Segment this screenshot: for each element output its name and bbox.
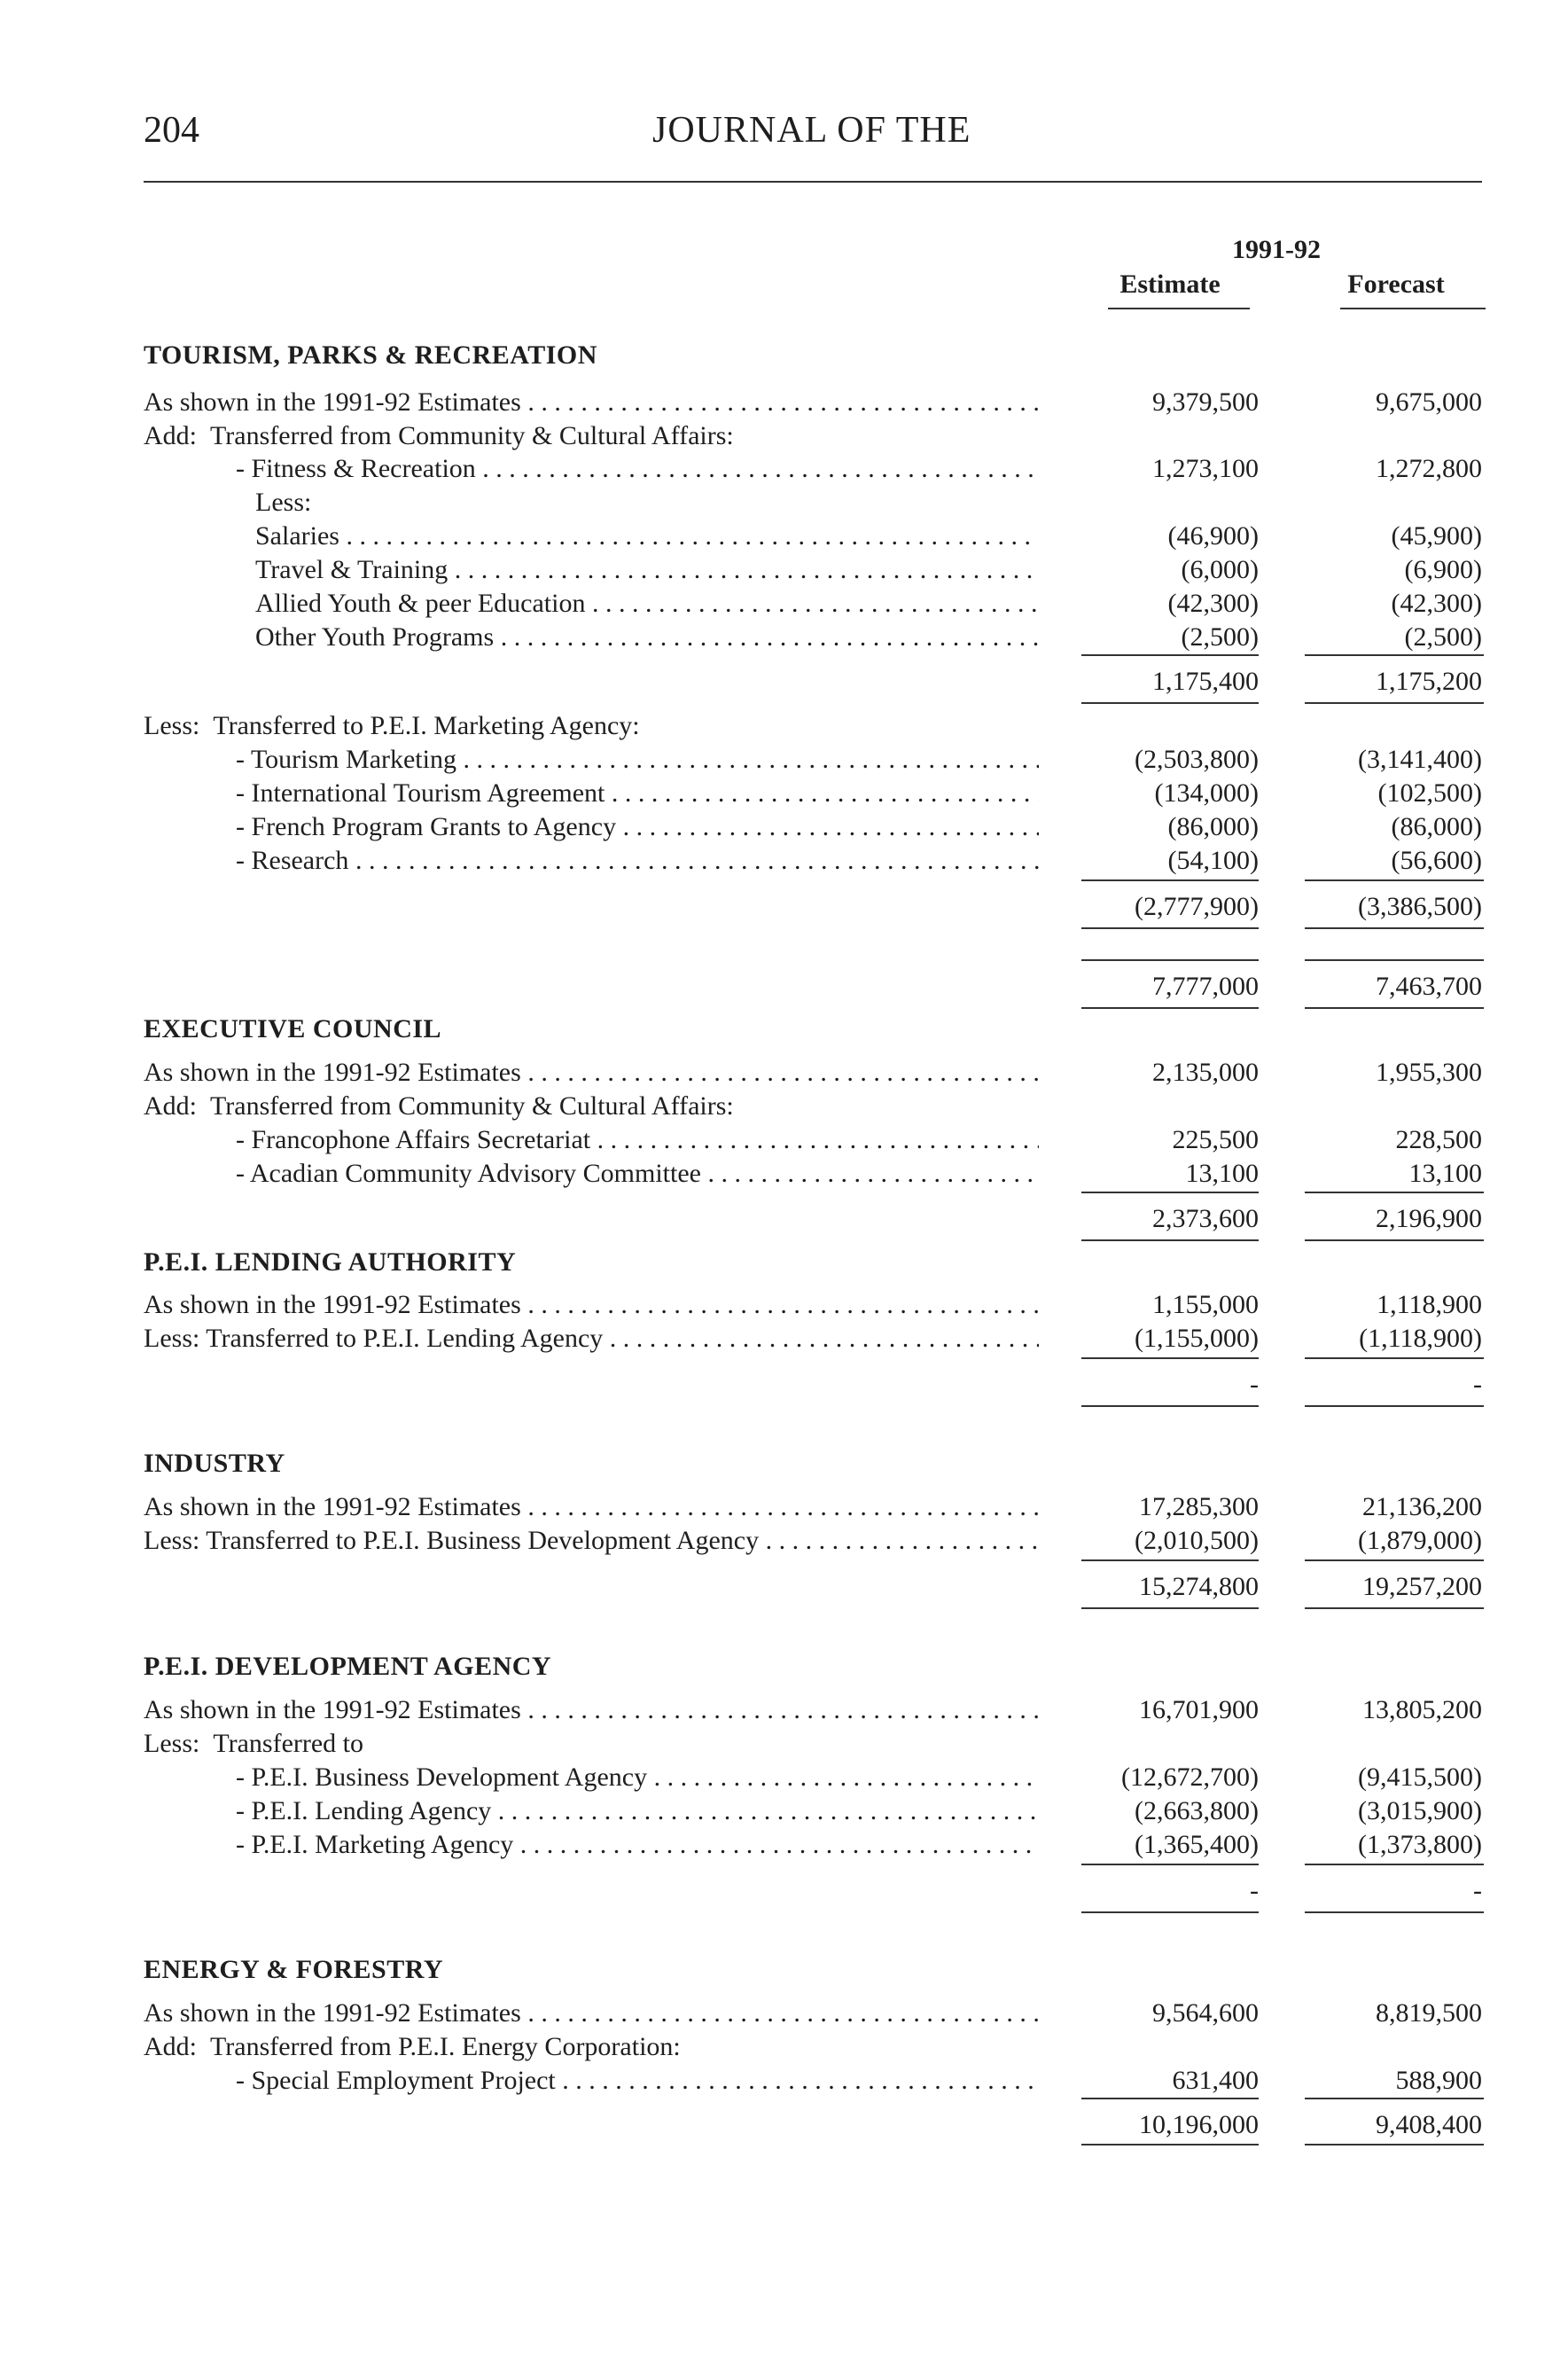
estimate-value: (6,000) bbox=[1181, 555, 1259, 584]
row-label: - P.E.I. Marketing Agency . . . bbox=[236, 1828, 1039, 1862]
forecast-value: 1,175,200 bbox=[1376, 667, 1482, 696]
estimate-value: 225,500 bbox=[1172, 1125, 1259, 1154]
row-label: Less: Transferred to bbox=[144, 1729, 364, 1758]
forecast-value: (56,600) bbox=[1391, 846, 1482, 875]
estimate-subtotal-rule bbox=[1081, 2144, 1259, 2145]
forecast-value: (2,500) bbox=[1404, 622, 1482, 652]
forecast-value: (45,900) bbox=[1391, 521, 1482, 551]
forecast-value: 21,136,200 bbox=[1362, 1492, 1482, 1521]
estimate-subtotal-rule bbox=[1081, 927, 1259, 929]
forecast-value: 9,675,000 bbox=[1376, 387, 1482, 417]
estimate-value: 16,701,900 bbox=[1139, 1695, 1259, 1724]
running-title: JOURNAL OF THE bbox=[652, 110, 971, 151]
table-row bbox=[144, 1157, 1491, 1191]
forecast-value: 19,257,200 bbox=[1362, 1572, 1482, 1601]
estimate-value: 2,135,000 bbox=[1152, 1058, 1259, 1087]
estimate-subtotal-rule bbox=[1081, 2098, 1259, 2099]
estimate-value: (1,155,000) bbox=[1135, 1324, 1259, 1353]
table-row bbox=[144, 890, 1491, 924]
forecast-value: 13,100 bbox=[1408, 1159, 1482, 1188]
section-heading bbox=[144, 1246, 1491, 1279]
estimate-subtotal-rule bbox=[1081, 1405, 1259, 1407]
row-label: - Francophone Affairs Secretariat . . . bbox=[236, 1123, 1039, 1157]
estimate-subtotal-rule bbox=[1081, 1911, 1259, 1913]
table-row bbox=[144, 1727, 1491, 1761]
estimate-subtotal-rule bbox=[1081, 1192, 1259, 1193]
table-row bbox=[144, 520, 1491, 553]
table-row bbox=[144, 1056, 1491, 1090]
forecast-value: 8,819,500 bbox=[1376, 1998, 1482, 2028]
row-label: Less: bbox=[255, 488, 312, 517]
column-year: 1991-92 bbox=[1232, 235, 1321, 264]
row-label: - Special Employment Project . . . bbox=[236, 2064, 1039, 2098]
forecast-subtotal-rule bbox=[1305, 702, 1484, 704]
estimate-value: (86,000) bbox=[1167, 812, 1259, 841]
estimate-value: 9,379,500 bbox=[1152, 387, 1259, 417]
estimate-subtotal-rule bbox=[1081, 1607, 1259, 1609]
section-heading bbox=[144, 1447, 1491, 1481]
row-label: - P.E.I. Lending Agency . . . bbox=[236, 1794, 1039, 1828]
estimate-subtotal-rule bbox=[1081, 1239, 1259, 1241]
table-row bbox=[144, 1288, 1491, 1322]
forecast-value: (9,415,500) bbox=[1358, 1762, 1482, 1792]
row-label: - Tourism Marketing . . . bbox=[236, 743, 1039, 777]
row-label: Travel & Training . . . bbox=[255, 553, 1039, 587]
forecast-value: (6,900) bbox=[1404, 555, 1482, 584]
section-title: TOURISM, PARKS & RECREATION bbox=[144, 340, 597, 370]
forecast-value: (1,118,900) bbox=[1359, 1324, 1482, 1353]
row-label: - Fitness & Recreation . . . bbox=[236, 452, 1039, 486]
table-row bbox=[144, 665, 1491, 699]
table-row bbox=[144, 1524, 1491, 1558]
column-forecast: Forecast bbox=[1347, 270, 1445, 299]
header-rule bbox=[144, 181, 1482, 183]
table-row bbox=[144, 2064, 1491, 2098]
row-label: Add: Transferred from Community & Cultural Affairs: bbox=[144, 1091, 734, 1121]
estimate-subtotal-rule bbox=[1081, 1007, 1259, 1009]
estimate-value: 2,373,600 bbox=[1152, 1204, 1259, 1233]
estimate-value: - bbox=[1250, 1876, 1259, 1905]
estimate-subtotal-rule bbox=[1081, 1864, 1259, 1865]
table-row bbox=[144, 1874, 1491, 1908]
estimate-value: 10,196,000 bbox=[1139, 2110, 1259, 2139]
forecast-subtotal-rule bbox=[1305, 1911, 1484, 1913]
table-row bbox=[144, 587, 1491, 621]
row-label: Add: Transferred from Community & Cultural Affairs: bbox=[144, 421, 734, 450]
forecast-subtotal-rule bbox=[1305, 1607, 1484, 1609]
estimate-value: (2,663,800) bbox=[1135, 1796, 1259, 1825]
forecast-value: 7,463,700 bbox=[1376, 972, 1482, 1001]
estimate-value: 1,273,100 bbox=[1152, 454, 1259, 483]
forecast-value: 588,900 bbox=[1395, 2066, 1482, 2095]
forecast-value: 1,272,800 bbox=[1376, 454, 1482, 483]
table-row bbox=[144, 1693, 1491, 1727]
row-label: Allied Youth & peer Education . . . bbox=[255, 587, 1039, 621]
row-label: Less: Transferred to P.E.I. Lending Agency . . . bbox=[144, 1322, 1039, 1356]
estimate-subtotal-rule bbox=[1081, 1559, 1259, 1561]
estimate-value: (54,100) bbox=[1167, 846, 1259, 875]
row-label: As shown in the 1991-92 Estimates . . . bbox=[144, 1997, 1039, 2030]
row-label: - International Tourism Agreement . . . bbox=[236, 777, 1039, 810]
estimate-value: (2,500) bbox=[1181, 622, 1259, 652]
section-title: P.E.I. DEVELOPMENT AGENCY bbox=[144, 1652, 552, 1681]
forecast-subtotal-rule bbox=[1305, 879, 1484, 881]
table-row bbox=[144, 1997, 1491, 2030]
section-heading bbox=[144, 339, 1491, 372]
forecast-subtotal-rule bbox=[1305, 654, 1484, 656]
forecast-subtotal-rule bbox=[1305, 1192, 1484, 1193]
estimate-subtotal-rule bbox=[1081, 959, 1259, 961]
estimate-subtotal-rule bbox=[1081, 654, 1259, 656]
forecast-value: - bbox=[1473, 1876, 1482, 1905]
forecast-subtotal-rule bbox=[1305, 959, 1484, 961]
table-row bbox=[144, 452, 1491, 486]
table-row bbox=[144, 553, 1491, 587]
row-label: Less: Transferred to P.E.I. Marketing Agency: bbox=[144, 711, 640, 740]
forecast-value: 1,118,900 bbox=[1377, 1290, 1482, 1319]
estimate-value: 15,274,800 bbox=[1139, 1572, 1259, 1601]
table-row bbox=[144, 1794, 1491, 1828]
estimate-subtotal-rule bbox=[1081, 1357, 1259, 1359]
row-label: - Research . . . bbox=[236, 844, 1039, 878]
page-number: 204 bbox=[144, 110, 199, 151]
section-title: EXECUTIVE COUNCIL bbox=[144, 1014, 442, 1043]
estimate-value: 9,564,600 bbox=[1152, 1998, 1259, 2028]
table-row bbox=[144, 1368, 1491, 1402]
estimate-value: (46,900) bbox=[1167, 521, 1259, 551]
estimate-value: (12,672,700) bbox=[1121, 1762, 1259, 1792]
forecast-value: - bbox=[1473, 1370, 1482, 1399]
table-row bbox=[144, 1828, 1491, 1862]
forecast-subtotal-rule bbox=[1305, 1239, 1484, 1241]
table-row bbox=[144, 486, 1491, 520]
forecast-value: (102,500) bbox=[1377, 778, 1482, 808]
row-label: As shown in the 1991-92 Estimates . . . bbox=[144, 1288, 1039, 1322]
estimate-value: (134,000) bbox=[1154, 778, 1259, 808]
table-row bbox=[144, 2030, 1491, 2064]
forecast-subtotal-rule bbox=[1305, 2144, 1484, 2145]
section-heading bbox=[144, 1012, 1491, 1046]
table-row bbox=[144, 709, 1491, 743]
page-header bbox=[144, 108, 1484, 179]
row-label: As shown in the 1991-92 Estimates . . . bbox=[144, 1490, 1039, 1524]
forecast-subtotal-rule bbox=[1305, 1559, 1484, 1561]
table-row bbox=[144, 1761, 1491, 1794]
table-row bbox=[144, 2108, 1491, 2142]
row-label: As shown in the 1991-92 Estimates . . . bbox=[144, 1693, 1039, 1727]
forecast-value: 13,805,200 bbox=[1362, 1695, 1482, 1724]
section-title: P.E.I. LENDING AUTHORITY bbox=[144, 1247, 517, 1277]
table-row bbox=[144, 386, 1491, 419]
row-label: - P.E.I. Business Development Agency . . . bbox=[236, 1761, 1039, 1794]
forecast-subtotal-rule bbox=[1305, 1007, 1484, 1009]
section-heading bbox=[144, 1953, 1491, 1987]
forecast-value: 2,196,900 bbox=[1376, 1204, 1482, 1233]
forecast-value: (1,879,000) bbox=[1358, 1526, 1482, 1555]
forecast-value: 1,955,300 bbox=[1376, 1058, 1482, 1087]
row-label: As shown in the 1991-92 Estimates . . . bbox=[144, 386, 1039, 419]
table-row bbox=[144, 844, 1491, 878]
forecast-subtotal-rule bbox=[1305, 927, 1484, 929]
table-row bbox=[144, 1490, 1491, 1524]
forecast-subtotal-rule bbox=[1305, 1405, 1484, 1407]
row-label: Other Youth Programs . . . bbox=[255, 621, 1039, 654]
estimate-value: 17,285,300 bbox=[1139, 1492, 1259, 1521]
row-label: Less: Transferred to P.E.I. Business Development Agency . . . bbox=[144, 1524, 1039, 1558]
forecast-value: 9,408,400 bbox=[1376, 2110, 1482, 2139]
table-row bbox=[144, 810, 1491, 844]
forecast-value: (1,373,800) bbox=[1358, 1830, 1482, 1859]
estimate-value: 1,155,000 bbox=[1152, 1290, 1259, 1319]
table-row bbox=[144, 1123, 1491, 1157]
estimate-value: 1,175,400 bbox=[1152, 667, 1259, 696]
section-heading bbox=[144, 1650, 1491, 1684]
section-title: INDUSTRY bbox=[144, 1449, 285, 1478]
row-label: - French Program Grants to Agency . . . bbox=[236, 810, 1039, 844]
forecast-value: (42,300) bbox=[1391, 589, 1482, 618]
table-row bbox=[144, 1202, 1491, 1236]
estimate-value: 13,100 bbox=[1185, 1159, 1259, 1188]
table-row bbox=[144, 743, 1491, 777]
forecast-subtotal-rule bbox=[1305, 2098, 1484, 2099]
estimate-value: 631,400 bbox=[1172, 2066, 1259, 2095]
table-row bbox=[144, 1570, 1491, 1604]
forecast-value: (3,386,500) bbox=[1358, 892, 1482, 921]
row-label: As shown in the 1991-92 Estimates . . . bbox=[144, 1056, 1039, 1090]
forecast-value: (3,141,400) bbox=[1358, 745, 1482, 774]
row-label: Salaries . . . bbox=[255, 520, 1039, 553]
estimate-subtotal-rule bbox=[1081, 879, 1259, 881]
table-row bbox=[144, 419, 1491, 453]
row-label: - Acadian Community Advisory Committee . . . bbox=[236, 1157, 1039, 1191]
section-title: ENERGY & FORESTRY bbox=[144, 1955, 444, 1984]
table-row bbox=[144, 1090, 1491, 1123]
table-row bbox=[144, 970, 1491, 1004]
row-label: Add: Transferred from P.E.I. Energy Corporation: bbox=[144, 2032, 681, 2061]
estimate-value: (42,300) bbox=[1167, 589, 1259, 618]
column-estimate: Estimate bbox=[1119, 270, 1221, 299]
forecast-subtotal-rule bbox=[1305, 1357, 1484, 1359]
forecast-value: 228,500 bbox=[1395, 1125, 1482, 1154]
estimate-value: (2,777,900) bbox=[1135, 892, 1259, 921]
estimate-value: (2,503,800) bbox=[1135, 745, 1259, 774]
estimate-value: - bbox=[1250, 1370, 1259, 1399]
estimate-value: 7,777,000 bbox=[1152, 972, 1259, 1001]
table-row bbox=[144, 621, 1491, 654]
estimate-value: (2,010,500) bbox=[1135, 1526, 1259, 1555]
estimate-value: (1,365,400) bbox=[1135, 1830, 1259, 1859]
forecast-header-underline bbox=[1340, 308, 1486, 309]
forecast-value: (3,015,900) bbox=[1358, 1796, 1482, 1825]
estimate-header-underline bbox=[1108, 308, 1250, 309]
forecast-value: (86,000) bbox=[1391, 812, 1482, 841]
forecast-subtotal-rule bbox=[1305, 1864, 1484, 1865]
estimate-subtotal-rule bbox=[1081, 702, 1259, 704]
table-row bbox=[144, 1322, 1491, 1356]
table-row bbox=[144, 777, 1491, 810]
